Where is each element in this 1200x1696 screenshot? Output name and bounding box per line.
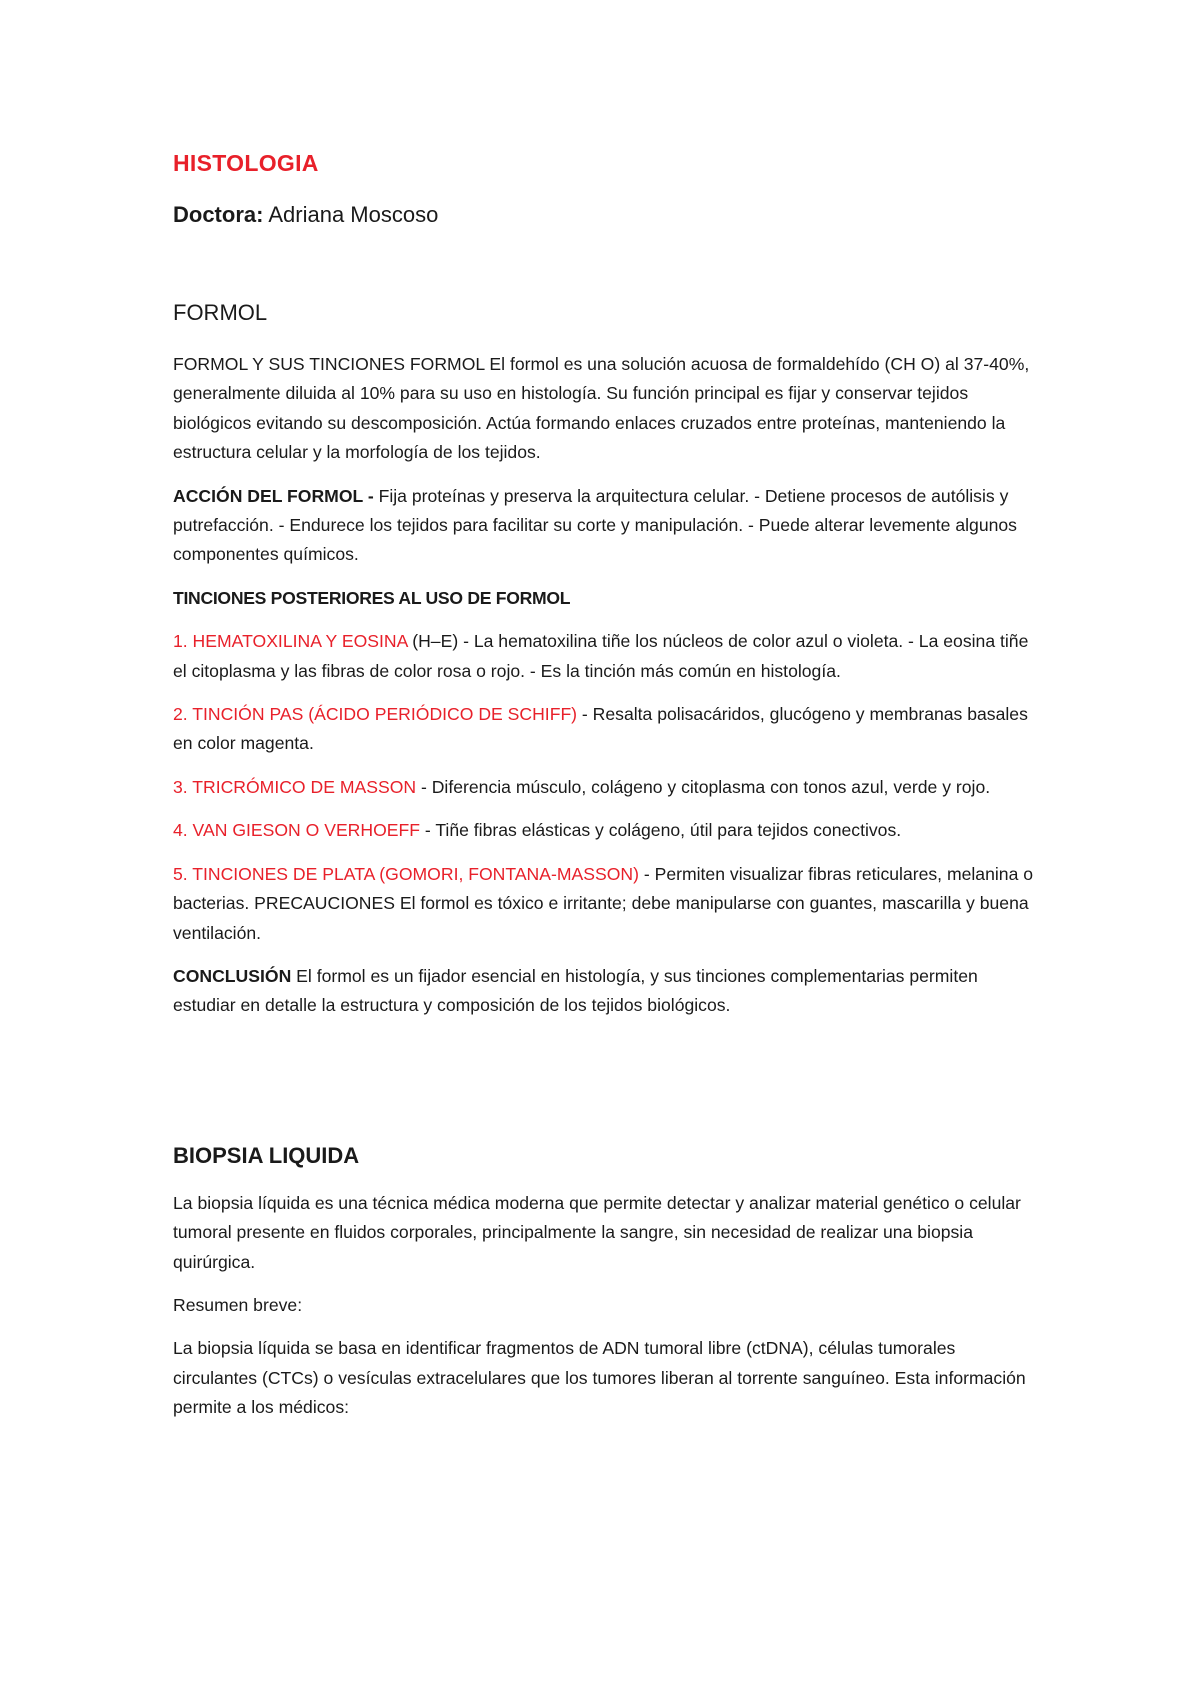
tincion-name: 5. TINCIONES DE PLATA (GOMORI, FONTANA-MASSON) bbox=[173, 863, 639, 884]
tincion-text: - Resalta polisacáridos, glucógeno y membranas basales en color magenta. bbox=[173, 704, 1028, 754]
formol-intro-paragraph: FORMOL Y SUS TINCIONES FORMOL El formol es una solución acuosa de formaldehído (CH O) al 37-40%, generalmente diluida al 10% para su uso en histología. Su función principal es fijar y conservar tejidos biológicos evitando su descomposición. Actúa formando enlaces cruzados entre proteínas, manteniendo la estructura celular y la morfología de los tejidos. bbox=[173, 354, 1030, 463]
tincion-item bbox=[173, 860, 1040, 948]
accion-paragraph bbox=[173, 482, 1040, 570]
tincion-name: 1. HEMATOXILINA Y EOSINA bbox=[173, 631, 408, 652]
tincion-text: - Permiten visualizar fibras reticulares, melanina o bacterias. PRECAUCIONES El formol es tóxico e irritante; debe manipularse con guantes, mascarilla y buena ventilación. bbox=[173, 863, 1034, 943]
doctor-name: Adriana Moscoso bbox=[263, 202, 439, 227]
doctor-line bbox=[173, 200, 1040, 230]
conclusion-text: El formol es un fijador esencial en histología, y sus tinciones complementarias permiten estudiar en detalle la estructura y composición de los tejidos biológicos. bbox=[173, 965, 978, 1016]
tincion-item bbox=[173, 700, 1040, 759]
conclusion-label: CONCLUSIÓN bbox=[173, 965, 292, 986]
tincion-text: - Diferencia músculo, colágeno y citoplasma con tonos azul, verde y rojo. bbox=[416, 776, 991, 797]
biopsia-intro-paragraph: La biopsia líquida es una técnica médica moderna que permite detectar y analizar material genético o celular tumoral presente en fluidos corporales, principalmente la sangre, sin necesidad de realizar una biopsia quirúrgica. bbox=[173, 1192, 1021, 1272]
document-title: HISTOLOGIA bbox=[173, 150, 319, 176]
tincion-item bbox=[173, 773, 1040, 802]
tinciones-heading: TINCIONES POSTERIORES AL USO DE FORMOL bbox=[173, 587, 571, 608]
doctor-label: Doctora: bbox=[173, 202, 264, 227]
accion-text: Fija proteínas y preserva la arquitectura celular. - Detiene procesos de autólisis y putrefacción. - Endurece los tejidos para facilitar su corte y manipulación. - Puede alterar levemente algunos componentes químicos. bbox=[173, 485, 1017, 565]
accion-label: ACCIÓN DEL FORMOL - bbox=[173, 485, 374, 506]
conclusion-paragraph bbox=[173, 962, 1040, 1021]
tincion-name: 3. TRICRÓMICO DE MASSON bbox=[173, 776, 417, 797]
tincion-text: (H–E) - La hematoxilina tiñe los núcleos de color azul o violeta. - La eosina tiñe el citoplasma y las fibras de color rosa o rojo. - Es la tinción más común en histología. bbox=[173, 631, 1029, 681]
tincion-name: 2. TINCIÓN PAS (ÁCIDO PERIÓDICO DE SCHIFF) bbox=[173, 704, 578, 725]
biopsia-heading: BIOPSIA LIQUIDA bbox=[173, 1142, 360, 1168]
tincion-text: - Tiñe fibras elásticas y colágeno, útil para tejidos conectivos. bbox=[420, 820, 902, 841]
resumen-label: Resumen breve: bbox=[173, 1294, 303, 1315]
tincion-item bbox=[173, 816, 1040, 845]
resumen-paragraph: La biopsia líquida se basa en identificar fragmentos de ADN tumoral libre (ctDNA), células tumorales circulantes (CTCs) o vesículas extracelulares que los tumores liberan al torrente sanguíneo. Esta información permite a los médicos: bbox=[173, 1338, 1026, 1418]
formol-heading: FORMOL bbox=[173, 300, 268, 325]
tincion-item bbox=[173, 627, 1040, 686]
tincion-name: 4. VAN GIESON O VERHOEFF bbox=[173, 820, 421, 841]
